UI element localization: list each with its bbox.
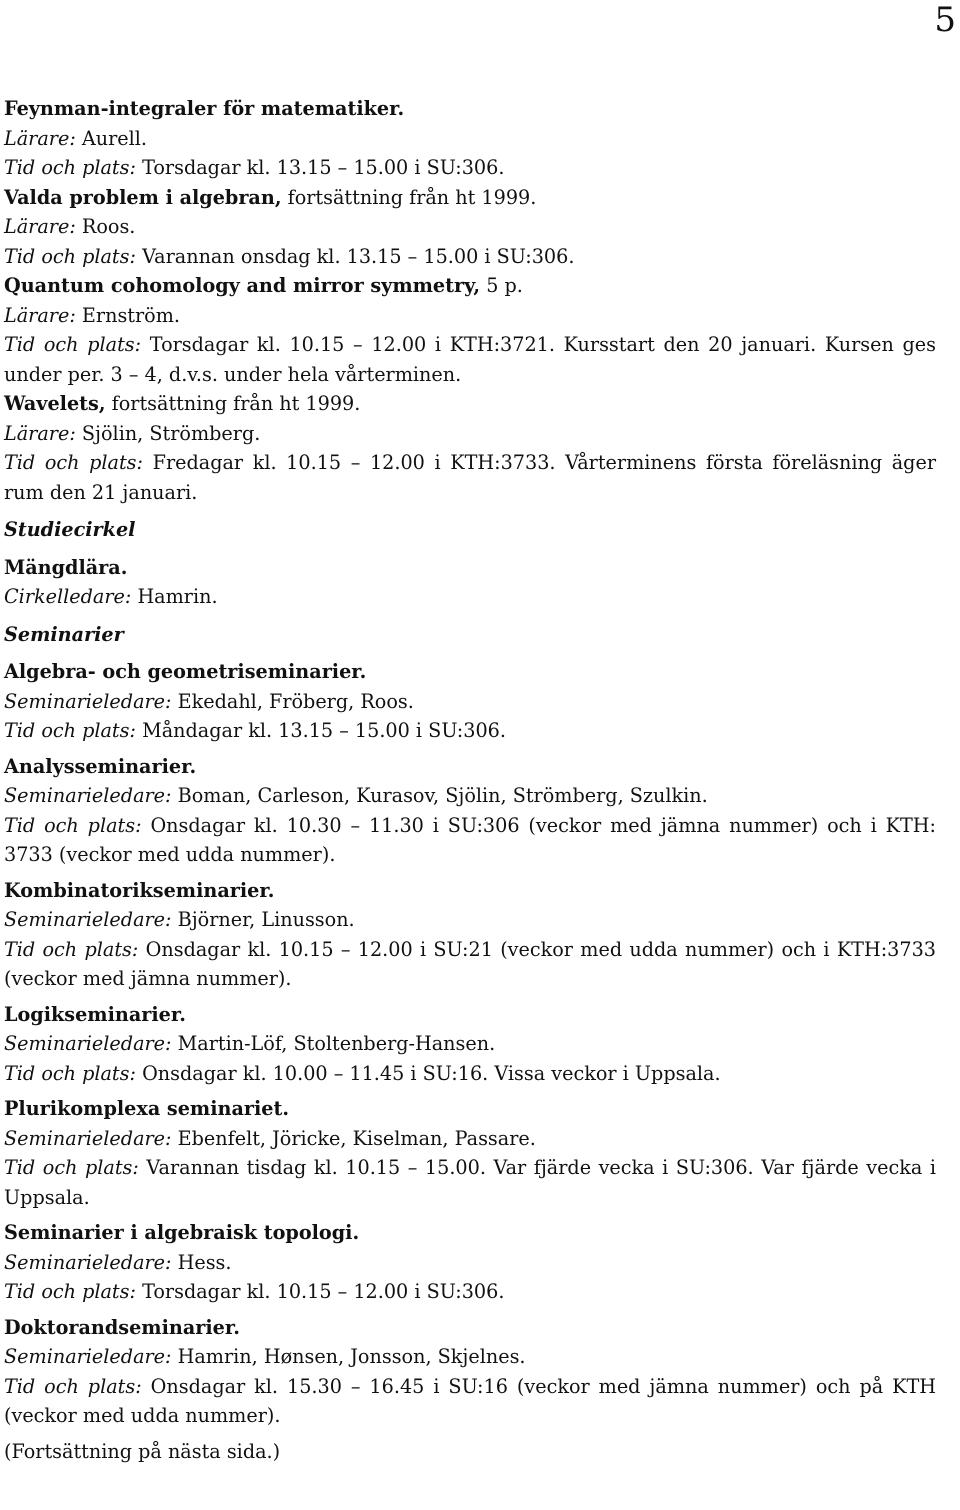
- time-value: Varannan onsdag kl. 13.15 – 15.00 i SU:306.: [142, 244, 575, 268]
- seminar-entry: [4, 657, 936, 746]
- time-label: Tid och plats:: [4, 719, 136, 742]
- course-entry: [4, 183, 936, 272]
- time-label: Tid och plats:: [4, 1061, 136, 1085]
- teacher-value: Aurell.: [81, 126, 148, 150]
- time-value: Torsdagar kl. 13.15 – 15.00 i SU:306.: [142, 156, 505, 179]
- page-number: 5: [934, 0, 956, 40]
- time-label: Tid och plats:: [4, 1280, 136, 1303]
- seminar-title: Logikseminarier.: [4, 1002, 186, 1026]
- studycircle-title: Mängdlära.: [4, 555, 128, 579]
- leader-label: Seminarieledare:: [4, 1032, 172, 1055]
- leader-value: Björner, Linusson.: [177, 908, 355, 931]
- section-heading-studiecirkel: Studiecirkel: [4, 518, 136, 541]
- course-title: Feynman-integraler för matematiker.: [4, 97, 405, 120]
- time-value: Onsdagar kl. 10.30 – 11.30 i SU:306 (veckor med jämna nummer) och i KTH: 3733 (veckor med udda nummer).: [4, 813, 937, 866]
- leader-value: Hamrin.: [137, 585, 218, 608]
- leader-label: Seminarieledare:: [4, 689, 172, 713]
- teacher-label: Lärare:: [4, 126, 76, 150]
- course-title: Valda problem i algebran,: [4, 185, 282, 209]
- leader-value: Martin-Löf, Stoltenberg-Hansen.: [177, 1032, 496, 1055]
- teacher-value: Roos.: [81, 215, 136, 238]
- teacher-label: Lärare:: [4, 421, 76, 445]
- continuation-note: (Fortsättning på nästa sida.): [4, 1439, 281, 1463]
- course-suffix: fortsättning från ht 1999.: [111, 392, 361, 415]
- teacher-label: Lärare:: [4, 215, 76, 238]
- teacher-value: Ernström.: [81, 303, 181, 327]
- time-label: Tid och plats:: [4, 1156, 139, 1179]
- time-value: Varannan tisdag kl. 10.15 – 15.00. Var fjärde vecka i SU:306. Var fjärde vecka i Uppsala.: [4, 1156, 937, 1209]
- course-entry: [4, 271, 936, 389]
- time-value: Onsdagar kl. 15.30 – 16.45 i SU:16 (veckor med jämna nummer) och på KTH (veckor med udda nummer).: [4, 1374, 937, 1427]
- leader-label: Seminarieledare:: [4, 1126, 172, 1150]
- time-label: Tid och plats:: [4, 1374, 142, 1398]
- seminar-entry: [4, 1218, 936, 1307]
- time-label: Tid och plats:: [4, 937, 139, 961]
- time-label: Tid och plats:: [4, 451, 143, 474]
- seminar-entry: [4, 1094, 936, 1212]
- document-body: [4, 94, 936, 1466]
- course-title: Quantum cohomology and mirror symmetry,: [4, 274, 481, 297]
- seminar-title: Seminarier i algebraisk topologi.: [4, 1221, 360, 1244]
- section-heading-seminarier: Seminarier: [4, 622, 124, 646]
- course-title: Wavelets,: [4, 392, 106, 415]
- leader-label: Seminarieledare:: [4, 784, 172, 807]
- seminar-entry: [4, 1000, 936, 1089]
- leader-value: Hamrin, Hønsen, Jonsson, Skjelnes.: [177, 1345, 526, 1368]
- time-value: Torsdagar kl. 10.15 – 12.00 i KTH:3721. Kursstart den 20 januari. Kursen ges under per. 3 – 4, d.v.s. under hela vårterminen.: [4, 333, 936, 386]
- seminar-title: Doktorandseminarier.: [4, 1315, 240, 1339]
- course-suffix: fortsättning från ht 1999.: [287, 185, 537, 209]
- time-label: Tid och plats:: [4, 333, 142, 356]
- time-value: Måndagar kl. 13.15 – 15.00 i SU:306.: [142, 719, 506, 742]
- time-label: Tid och plats:: [4, 244, 136, 268]
- time-value: Fredagar kl. 10.15 – 12.00 i KTH:3733. Vårterminens första föreläsning äger rum den 21 januari.: [4, 451, 936, 504]
- leader-value: Ekedahl, Fröberg, Roos.: [177, 689, 414, 713]
- seminar-entry: [4, 1313, 936, 1431]
- time-label: Tid och plats:: [4, 813, 142, 837]
- leader-value: Boman, Carleson, Kurasov, Sjölin, Strömberg, Szulkin.: [177, 784, 708, 807]
- time-label: Tid och plats:: [4, 156, 136, 179]
- time-value: Torsdagar kl. 10.15 – 12.00 i SU:306.: [142, 1280, 505, 1303]
- seminar-entry: [4, 876, 936, 994]
- course-entry: [4, 94, 936, 183]
- leader-value: Hess.: [177, 1250, 232, 1274]
- seminar-title: Kombinatorikseminarier.: [4, 878, 275, 902]
- course-entry: [4, 389, 936, 507]
- leader-label: Seminarieledare:: [4, 1250, 172, 1274]
- seminar-title: Analysseminarier.: [4, 754, 197, 778]
- leader-label: Seminarieledare:: [4, 908, 172, 931]
- seminar-title: Plurikomplexa seminariet.: [4, 1097, 290, 1120]
- studycircle-entry: [4, 553, 936, 612]
- course-suffix: 5 p.: [486, 274, 523, 297]
- time-value: Onsdagar kl. 10.15 – 12.00 i SU:21 (veckor med udda nummer) och i KTH:3733 (veckor med jämna nummer).: [4, 937, 936, 990]
- teacher-label: Lärare:: [4, 303, 76, 327]
- teacher-value: Sjölin, Strömberg.: [81, 421, 261, 445]
- leader-value: Ebenfelt, Jöricke, Kiselman, Passare.: [177, 1126, 536, 1150]
- leader-label: Cirkelledare:: [4, 585, 132, 608]
- time-value: Onsdagar kl. 10.00 – 11.45 i SU:16. Vissa veckor i Uppsala.: [142, 1061, 721, 1085]
- seminar-title: Algebra- och geometriseminarier.: [4, 660, 367, 683]
- seminar-entry: [4, 752, 936, 870]
- leader-label: Seminarieledare:: [4, 1345, 172, 1368]
